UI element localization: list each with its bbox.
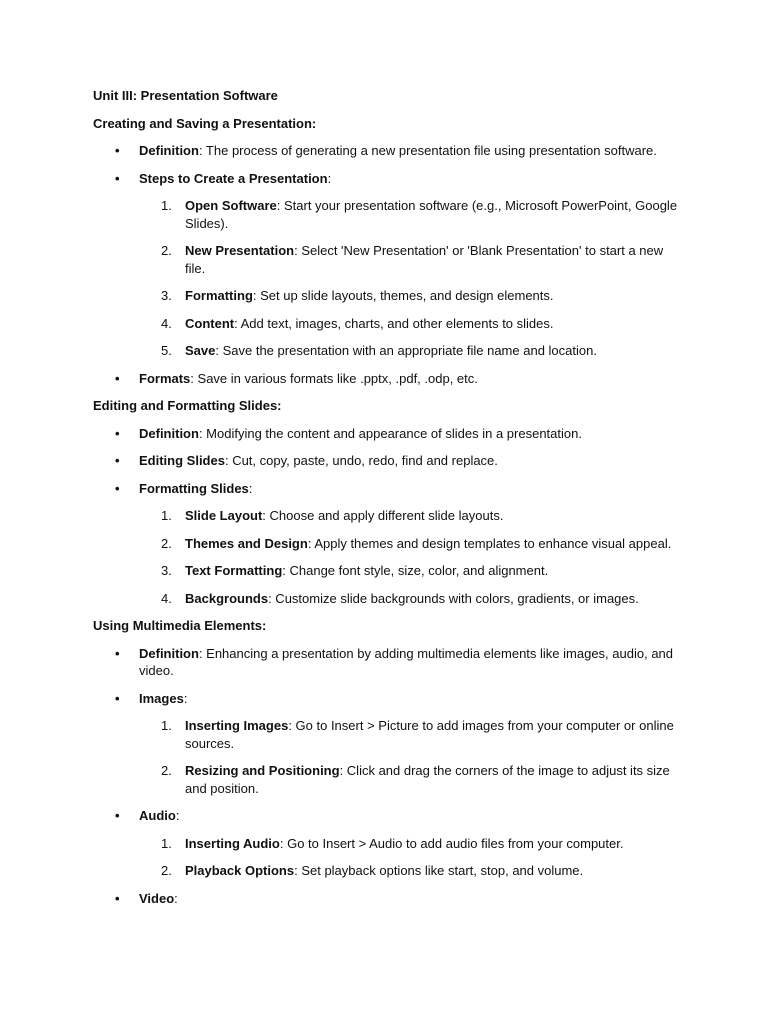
numbered-item [139,507,683,525]
section-heading: Using Multimedia Elements: [93,618,267,633]
step-number: 5. [161,343,172,358]
bullet-text: : Save in various formats like .pptx, .pdf, .odp, etc. [190,370,478,386]
bullet-icon: • [115,808,120,823]
step-term: Save [185,343,216,358]
step-number: 2. [161,863,172,878]
step-number: 4. [161,590,172,606]
numbered-item [139,197,683,232]
step-term: Open Software [185,198,277,213]
bullet-text: : [183,690,188,706]
bullet-icon: • [115,370,120,386]
bullet-icon: • [115,690,120,706]
bullet-term: Formatting Slides [139,480,249,496]
bullet-list [93,425,683,608]
bullet-item [93,890,683,908]
step-term: Text Formatting [185,563,283,578]
numbered-item [139,315,683,333]
numbered-list [139,507,683,607]
document-page [93,87,683,917]
bullet-text: : Modifying the content and appearance of slides in a presentation. [198,425,582,441]
numbered-item [139,717,683,752]
step-text: : Choose and apply different slide layouts. [262,508,504,523]
bullet-icon: • [115,890,120,906]
bullet-icon: • [115,170,120,186]
unit-title: Unit III: Presentation Software [93,88,278,103]
step-text: : Set up slide layouts, themes, and design elements. [252,288,554,303]
bullet-item [93,425,683,443]
bullet-item [93,370,683,388]
numbered-list [139,197,683,360]
step-term: Themes and Design [185,535,308,551]
numbered-list [139,717,683,797]
step-number: 2. [161,535,172,551]
step-term: Inserting Images [185,718,289,733]
bullet-term: Definition [139,645,199,661]
step-term: Playback Options [185,863,295,878]
step-term: Inserting Audio [185,835,280,851]
bullet-list [93,645,683,908]
numbered-item [139,562,683,580]
step-number: 1. [161,835,172,851]
numbered-item [139,590,683,608]
step-term: Content [185,315,235,331]
numbered-item [139,287,683,305]
step-number: 2. [161,243,172,258]
step-text: : Customize slide backgrounds with colors, gradients, or images. [268,590,639,606]
step-number: 3. [161,288,172,303]
bullet-item [93,142,683,160]
bullet-icon: • [115,480,120,496]
bullet-item [93,170,683,360]
bullet-term: Editing Slides [139,453,225,468]
step-text: : Save the presentation with an appropriate file name and location. [215,343,597,358]
numbered-item [139,862,683,880]
bullet-item [93,645,683,680]
step-term: New Presentation [185,243,295,258]
bullet-text: : [248,480,253,496]
numbered-item [139,242,683,277]
step-text: : Go to Insert > Audio to add audio files from your computer. [279,835,624,851]
numbered-item [139,835,683,853]
bullet-icon: • [115,143,120,158]
bullet-item [93,807,683,880]
step-text: : Go to Insert > Picture to add images from your computer or online sources. [185,718,674,751]
numbered-item [139,342,683,360]
bullet-text: : The process of generating a new presentation file using presentation software. [198,143,657,158]
step-text: : Apply themes and design templates to enhance visual appeal. [307,535,672,551]
step-term: Formatting [185,288,253,303]
bullet-term: Definition [139,425,199,441]
step-text: : Start your presentation software (e.g., Microsoft PowerPoint, Google Slides). [185,198,678,231]
bullet-term: Formats [139,370,191,386]
bullet-term: Definition [139,143,199,158]
step-number: 3. [161,563,172,578]
bullet-text: : Enhancing a presentation by adding multimedia elements like images, audio, and video. [139,645,674,678]
bullet-icon: • [115,645,120,661]
step-text: : Click and drag the corners of the image to adjust its size and position. [185,763,670,796]
step-number: 4. [161,315,172,331]
bullet-text: : [175,808,180,823]
bullet-item [93,480,683,608]
numbered-item [139,535,683,553]
step-number: 2. [161,763,172,778]
step-term: Resizing and Positioning [185,763,340,778]
numbered-list [139,835,683,880]
bullet-term: Audio [139,808,176,823]
bullet-icon: • [115,425,120,441]
bullet-term: Steps to Create a Presentation [139,170,328,186]
bullet-item [93,452,683,470]
step-number: 1. [161,718,172,733]
step-number: 1. [161,508,172,523]
step-number: 1. [161,198,172,213]
bullet-list [93,142,683,387]
bullet-text: : [174,890,178,906]
step-term: Slide Layout [185,508,263,523]
bullet-text: : [327,170,332,186]
section-heading: Editing and Formatting Slides: [93,398,282,413]
bullet-icon: • [115,453,120,468]
bullet-item [93,690,683,798]
step-text: : Set playback options like start, stop, and volume. [294,863,584,878]
step-text: : Change font style, size, color, and alignment. [282,563,549,578]
bullet-term: Images [139,690,184,706]
step-text: : Select 'New Presentation' or 'Blank Presentation' to start a new file. [185,243,664,276]
numbered-item [139,762,683,797]
step-text: : Add text, images, charts, and other elements to slides. [234,315,554,331]
bullet-text: : Cut, copy, paste, undo, redo, find and replace. [224,453,498,468]
document-body [93,115,683,908]
section-heading: Creating and Saving a Presentation: [93,115,317,131]
step-term: Backgrounds [185,590,269,606]
bullet-term: Video [139,890,175,906]
